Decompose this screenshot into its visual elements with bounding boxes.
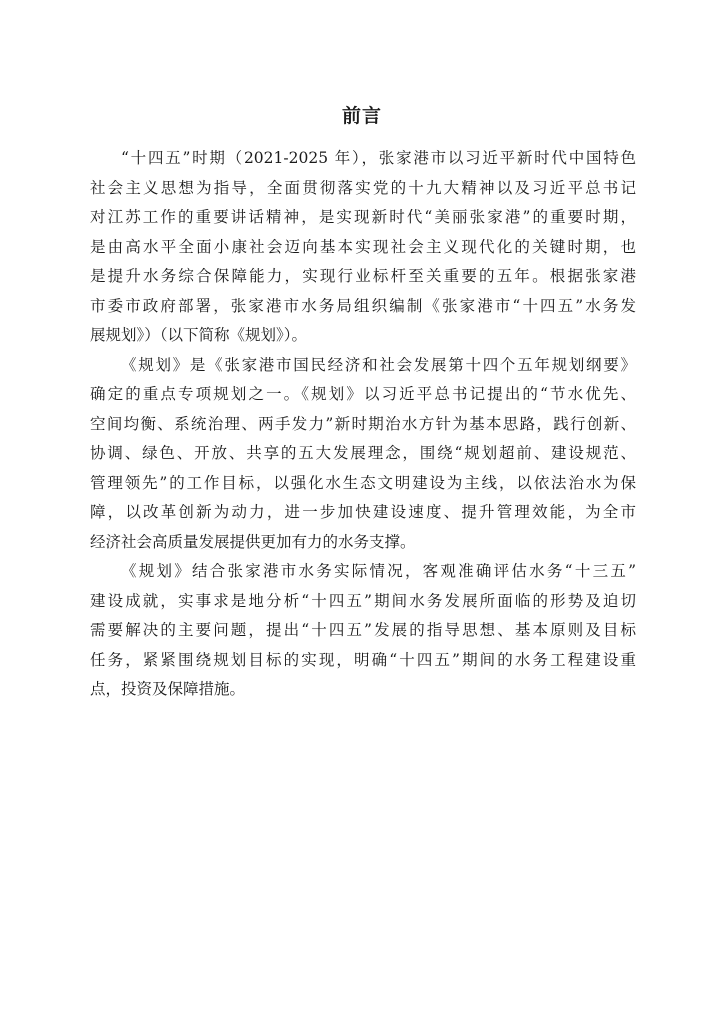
paragraph-line: 管理领先”的工作目标，以强化水生态文明建设为主线，以依法治水为保: [90, 473, 636, 492]
paragraph-line: 建设成就，实事求是地分析“十四五”期间水务发展所面临的形势及迫切: [90, 591, 636, 610]
paragraph-line: 障，以改革创新为动力，进一步加快建设速度、提升管理效能，为全市: [90, 503, 636, 521]
paragraph-1: [90, 144, 636, 351]
paragraph-line: 空间均衡、系统治理、两手发力”新时期治水方针为基本思路，践行创新、: [90, 414, 636, 433]
paragraph-line: 《规划》结合张家港市水务实际情况，客观准确评估水务“十三五”: [121, 562, 636, 580]
paragraph-line: 市委市政府部署，张家港市水务局组织编制《张家港市“十四五”水务发: [90, 296, 636, 315]
page-title: 前言: [341, 105, 382, 127]
paragraph-line: 需要解决的主要问题，提出“十四五”发展的指导思想、基本原则及目标: [90, 621, 636, 639]
paragraph-line: 任务，紧紧围绕规划目标的实现，明确“十四五”期间的水务工程建设重: [90, 650, 636, 669]
paragraph-line: 是由高水平全面小康社会迈向基本实现社会主义现代化的关键时期，也: [90, 237, 636, 256]
paragraph-line: 协调、绿色、开放、共享的五大发展理念，围绕“规划超前、建设规范、: [90, 444, 636, 462]
paragraph-3: [90, 557, 636, 705]
document-body: [90, 144, 636, 705]
paragraph-line: 对江苏工作的重要讲话精神，是实现新时代“美丽张家港”的重要时期，: [90, 208, 636, 226]
paragraph-line: 是提升水务综合保障能力，实现行业标杆至关重要的五年。根据张家港: [90, 267, 636, 285]
paragraph-line: 经济社会高质量发展提供更加有力的水务支撑。: [90, 532, 416, 551]
paragraph-line: 《规划》是《张家港市国民经济和社会发展第十四个五年规划纲要》: [121, 355, 636, 374]
paragraph-line: 社会主义思想为指导，全面贯彻落实党的十九大精神以及习近平总书记: [90, 178, 636, 197]
paragraph-line: 确定的重点专项规划之一。《规划》以习近平总书记提出的“节水优先、: [90, 385, 636, 403]
paragraph-line: 点，投资及保障措施。: [90, 680, 246, 698]
paragraph-line: “十四五”时期（2021-2025 年），张家港市以习近平新时代中国特色: [121, 149, 636, 167]
paragraph-line: 展规划》）（以下简称《规划》）。: [90, 326, 308, 344]
paragraph-2: [90, 351, 636, 558]
